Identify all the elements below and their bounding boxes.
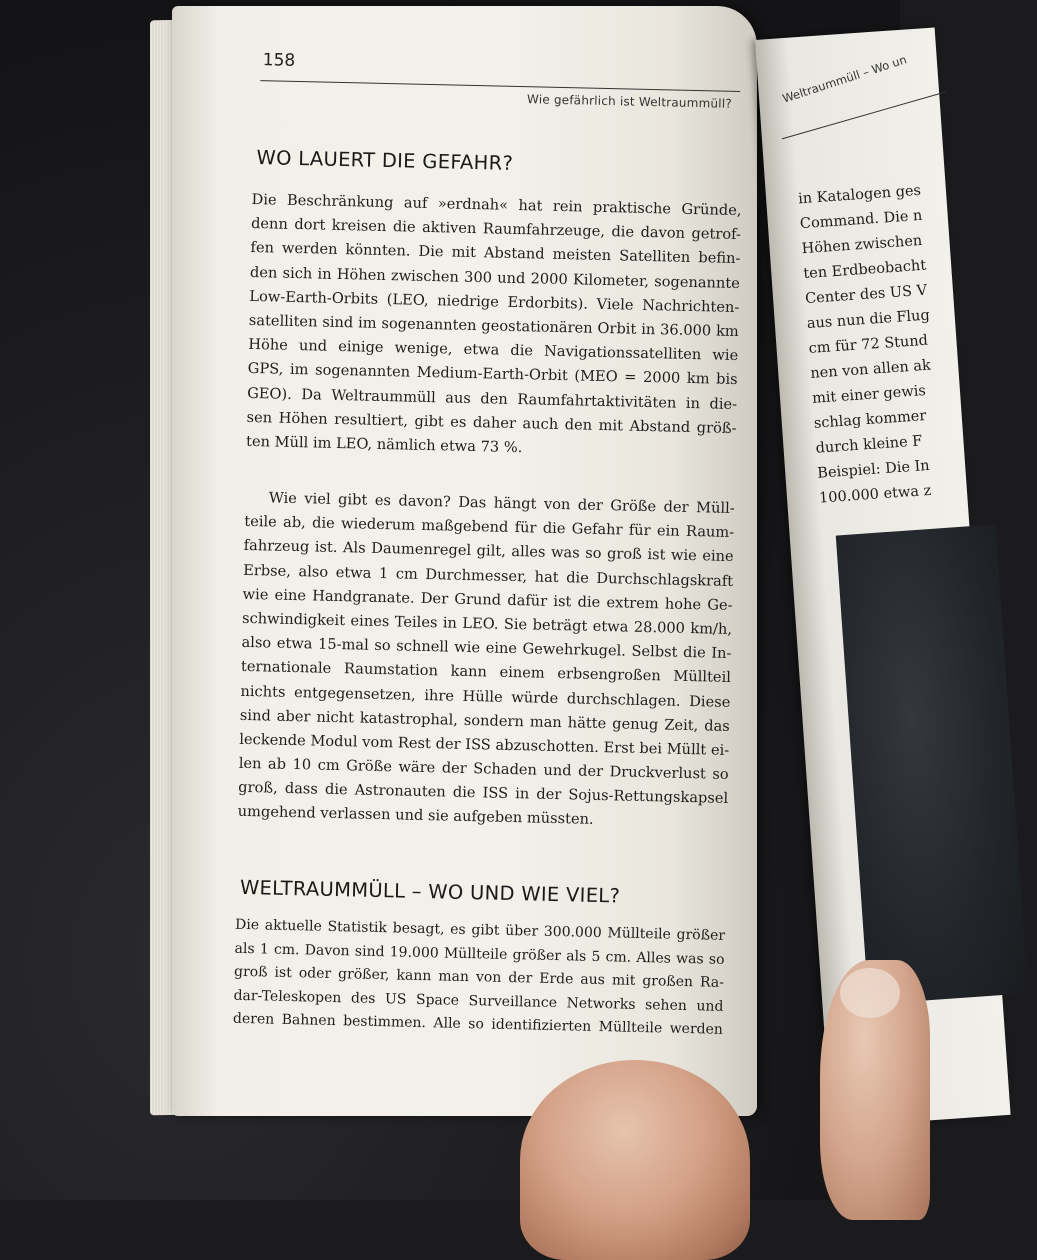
text-line: deren Bahnen bestimmen. Alle so identifizierten Müllteile werden bbox=[232, 1010, 724, 1038]
text-line: als 1 cm. Davon sind 19.000 Müllteile größer als 5 cm. Alles was so bbox=[234, 940, 725, 968]
text-line: teile ab, die wiederum maßgebend für die Gefahr für ein Raum- bbox=[244, 513, 735, 542]
page-content bbox=[232, 50, 755, 1061]
text-line: den sich in Höhen zwischen 300 und 2000 Kilometer, sogenannte bbox=[249, 263, 741, 292]
text-line: mit einer gewis bbox=[811, 382, 927, 407]
text-line: denn dort kreisen die aktiven Raumfahrzeuge, die davon getrof- bbox=[250, 215, 742, 244]
text-line: sind aber nicht katastrophal, sondern man hätte genug Zeit, das bbox=[239, 706, 730, 735]
text-line: schlag kommer bbox=[813, 407, 927, 432]
text-line: schwindigkeit eines Teiles in LEO. Sie beträgt etwa 28.000 km/h, bbox=[241, 609, 733, 638]
text-line: ternationale Raumstation kann einem erbsengroßen Müllteil bbox=[240, 658, 732, 687]
text-line: GEO). Da Weltraummüll aus den Raumfahrtaktivitäten in die- bbox=[247, 384, 738, 413]
text-line: Erbse, also etwa 1 cm Durchmesser, hat die Durchschlagskraft bbox=[243, 561, 734, 590]
text-line: Höhen zwischen bbox=[801, 232, 923, 258]
text-line: sen Höhen resultiert, gibt es daher auch den mit Abstand größ- bbox=[246, 408, 737, 437]
text-line: fen werden könnten. Die mit Abstand meisten Satelliten befin- bbox=[250, 239, 741, 268]
text-line: wie eine Handgranate. Der Grund dafür ist die extrem hohe Ge- bbox=[242, 585, 733, 614]
text-line: Center des US V bbox=[804, 282, 928, 308]
text-line: in Katalogen ges bbox=[797, 182, 922, 208]
text-line: Low-Earth-Orbits (LEO, niedrige Erdorbits). Viele Nachrichten- bbox=[249, 287, 740, 316]
text-line: len ab 10 cm Größe wäre der Schaden und der Druckverlust so bbox=[238, 754, 729, 783]
text-line: nichts entgegensetzen, ihre Hülle würde durchschlagen. Diese bbox=[240, 682, 731, 711]
text-line: also etwa 15-mal so schnell wie eine Gewehrkugel. Selbst die In- bbox=[241, 633, 732, 663]
text-line: Wie viel gibt es davon? Das hängt von der Größe der Müll- bbox=[268, 489, 735, 517]
paragraph-1 bbox=[246, 188, 742, 465]
section-heading-gefahr: WO LAUERT DIE GEFAHR? bbox=[256, 146, 514, 175]
text-line: cm für 72 Stund bbox=[808, 332, 929, 357]
right-running-head: Weltraummüll – Wo un bbox=[780, 52, 909, 106]
text-line: aus nun die Flug bbox=[806, 307, 931, 333]
paragraph-3 bbox=[233, 914, 726, 1043]
text-line: Die Beschränkung auf »erdnah« hat rein praktische Gründe, bbox=[251, 190, 742, 220]
text-line: umgehend verlassen und sie aufgeben müssten. bbox=[237, 803, 594, 829]
page-number: 158 bbox=[262, 50, 296, 71]
text-line: fahrzeug ist. Als Daumenregel gilt, alles was so groß ist wie eine bbox=[243, 537, 734, 566]
text-line: nen von allen ak bbox=[809, 357, 932, 382]
text-line: Die aktuelle Statistik besagt, es gibt über 300.000 Müllteile größer bbox=[234, 916, 726, 944]
section-heading-wo-und-wie-viel: WELTRAUMMÜLL – WO UND WIE VIEL? bbox=[239, 875, 621, 908]
text-line: Höhe und einige wenige, etwa die Navigationssatelliten wie bbox=[248, 336, 739, 365]
text-line: groß, dass die Astronauten die ISS in der Sojus-Rettungskapsel bbox=[238, 779, 729, 808]
text-line: leckende Modul vom Rest der ISS abzuschotten. Erst bei Müllt ei- bbox=[239, 730, 730, 759]
text-line: dar-Teleskopen des US Space Surveillance Networks sehen und bbox=[233, 987, 724, 1015]
text-line: Command. Die n bbox=[799, 207, 923, 233]
header-rule bbox=[260, 80, 740, 92]
text-line: GPS, im sogenannten Medium-Earth-Orbit (MEO = 2000 km bis bbox=[247, 360, 738, 389]
text-line: Beispiel: Die In bbox=[816, 457, 931, 482]
text-line: durch kleine F bbox=[815, 433, 923, 457]
text-line: 100.000 etwa z bbox=[818, 482, 932, 507]
running-head: Wie gefährlich ist Weltraummüll? bbox=[526, 92, 733, 111]
finger-bottom bbox=[520, 1060, 750, 1260]
fingernail bbox=[840, 968, 900, 1018]
text-line: satelliten sind im sogenannten geostationären Orbit in 36.000 km bbox=[248, 311, 739, 340]
paragraph-2 bbox=[237, 486, 735, 836]
text-line: ten Erdbeobacht bbox=[802, 257, 927, 283]
right-page-text bbox=[797, 179, 942, 512]
text-line: ten Müll im LEO, nämlich etwa 73 %. bbox=[245, 432, 523, 457]
space-photo bbox=[836, 524, 1028, 1004]
text-line: groß ist oder größer, kann man von der Erde aus mit großen Ra- bbox=[233, 963, 725, 991]
